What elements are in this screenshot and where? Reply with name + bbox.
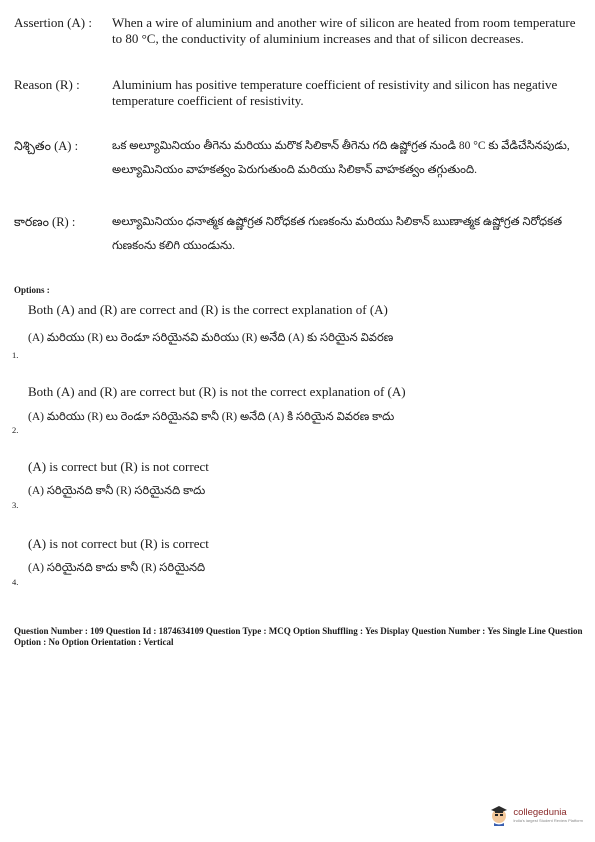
option-3-number: 3. (12, 500, 19, 510)
assertion-english (14, 15, 584, 47)
option-3-english[interactable]: (A) is correct but (R) is not correct (28, 459, 209, 474)
reason-telugu (14, 210, 584, 258)
reason-english (14, 77, 584, 109)
option-4-number: 4. (12, 577, 19, 587)
assertion-telugu-text: ఒక అల్యూమినియం తీగెను మరియు మరొక సిలికాన్ తీగెను గది ఉష్ణోగ్రత నుండి 80 °C కు వేడిచేసినపుడు, అల్యూమినియం వాహకత్వం పెరుగుతుంది మరియు సిలికాన్ వాహకత్వం తగ్గుతుంది. (112, 140, 570, 176)
option-2-number: 2. (12, 425, 19, 435)
reason-telugu-label: కారణం (R) : (14, 215, 76, 229)
option-1-telugu[interactable]: (A) మరియు (R) లు రెండూ సరియైనవి మరియు (R) అనేది (A) కు సరియైన వివరణ (28, 332, 394, 344)
graduate-avatar-icon (489, 804, 509, 826)
reason-telugu-text: అల్యూమినియం ధనాత్మక ఉష్ణోగ్రత నిరోధకత గుణకంను మరియు సిలికాన్ ఋణాత్మక ఉష్ణోగ్రత నిరోధకత గుణకంను కలిగి యుండును. (112, 216, 563, 252)
option-2-english[interactable]: Both (A) and (R) are correct but (R) is not the correct explanation of (A) (28, 384, 406, 399)
reason-text: Aluminium has positive temperature coefficient of resistivity and silicon has negative temperature coefficient of resistivity. (112, 77, 558, 108)
assertion-label: Assertion (A) : (14, 15, 92, 30)
option-4-english[interactable]: (A) is not correct but (R) is correct (28, 536, 209, 551)
logo-tagline: India's largest Student Review Platform (513, 818, 583, 823)
logo-name: collegedunia (513, 807, 567, 818)
reason-label: Reason (R) : (14, 77, 80, 92)
options-heading: Options : (14, 285, 50, 295)
question-metadata: Question Number : 109 Question Id : 1874634109 Question Type : MCQ Option Shuffling : Yes Display Question Number : Yes Single Line Question Option : No Option Orientation : Vertical (14, 626, 583, 647)
collegedunia-logo (489, 804, 583, 826)
option-2-telugu[interactable]: (A) మరియు (R) లు రెండూ సరియైనవి కానీ (R) అనేది (A) కి సరియైన వివరణ కాదు (28, 411, 395, 423)
option-1-english[interactable]: Both (A) and (R) are correct and (R) is the correct explanation of (A) (28, 302, 388, 317)
assertion-telugu (14, 134, 584, 182)
assertion-telugu-label: నిశ్చితం (A) : (14, 139, 79, 153)
option-4-telugu[interactable]: (A) సరియైనది కాదు కానీ (R) సరియైనది (28, 562, 206, 574)
option-1-number: 1. (12, 350, 19, 360)
option-3-telugu[interactable]: (A) సరియైనది కానీ (R) సరియైనది కాదు (28, 485, 206, 497)
assertion-text: When a wire of aluminium and another wire of silicon are heated from room temperature to 80 °C, the conductivity of aluminium increases and that of silicon decreases. (112, 15, 576, 46)
